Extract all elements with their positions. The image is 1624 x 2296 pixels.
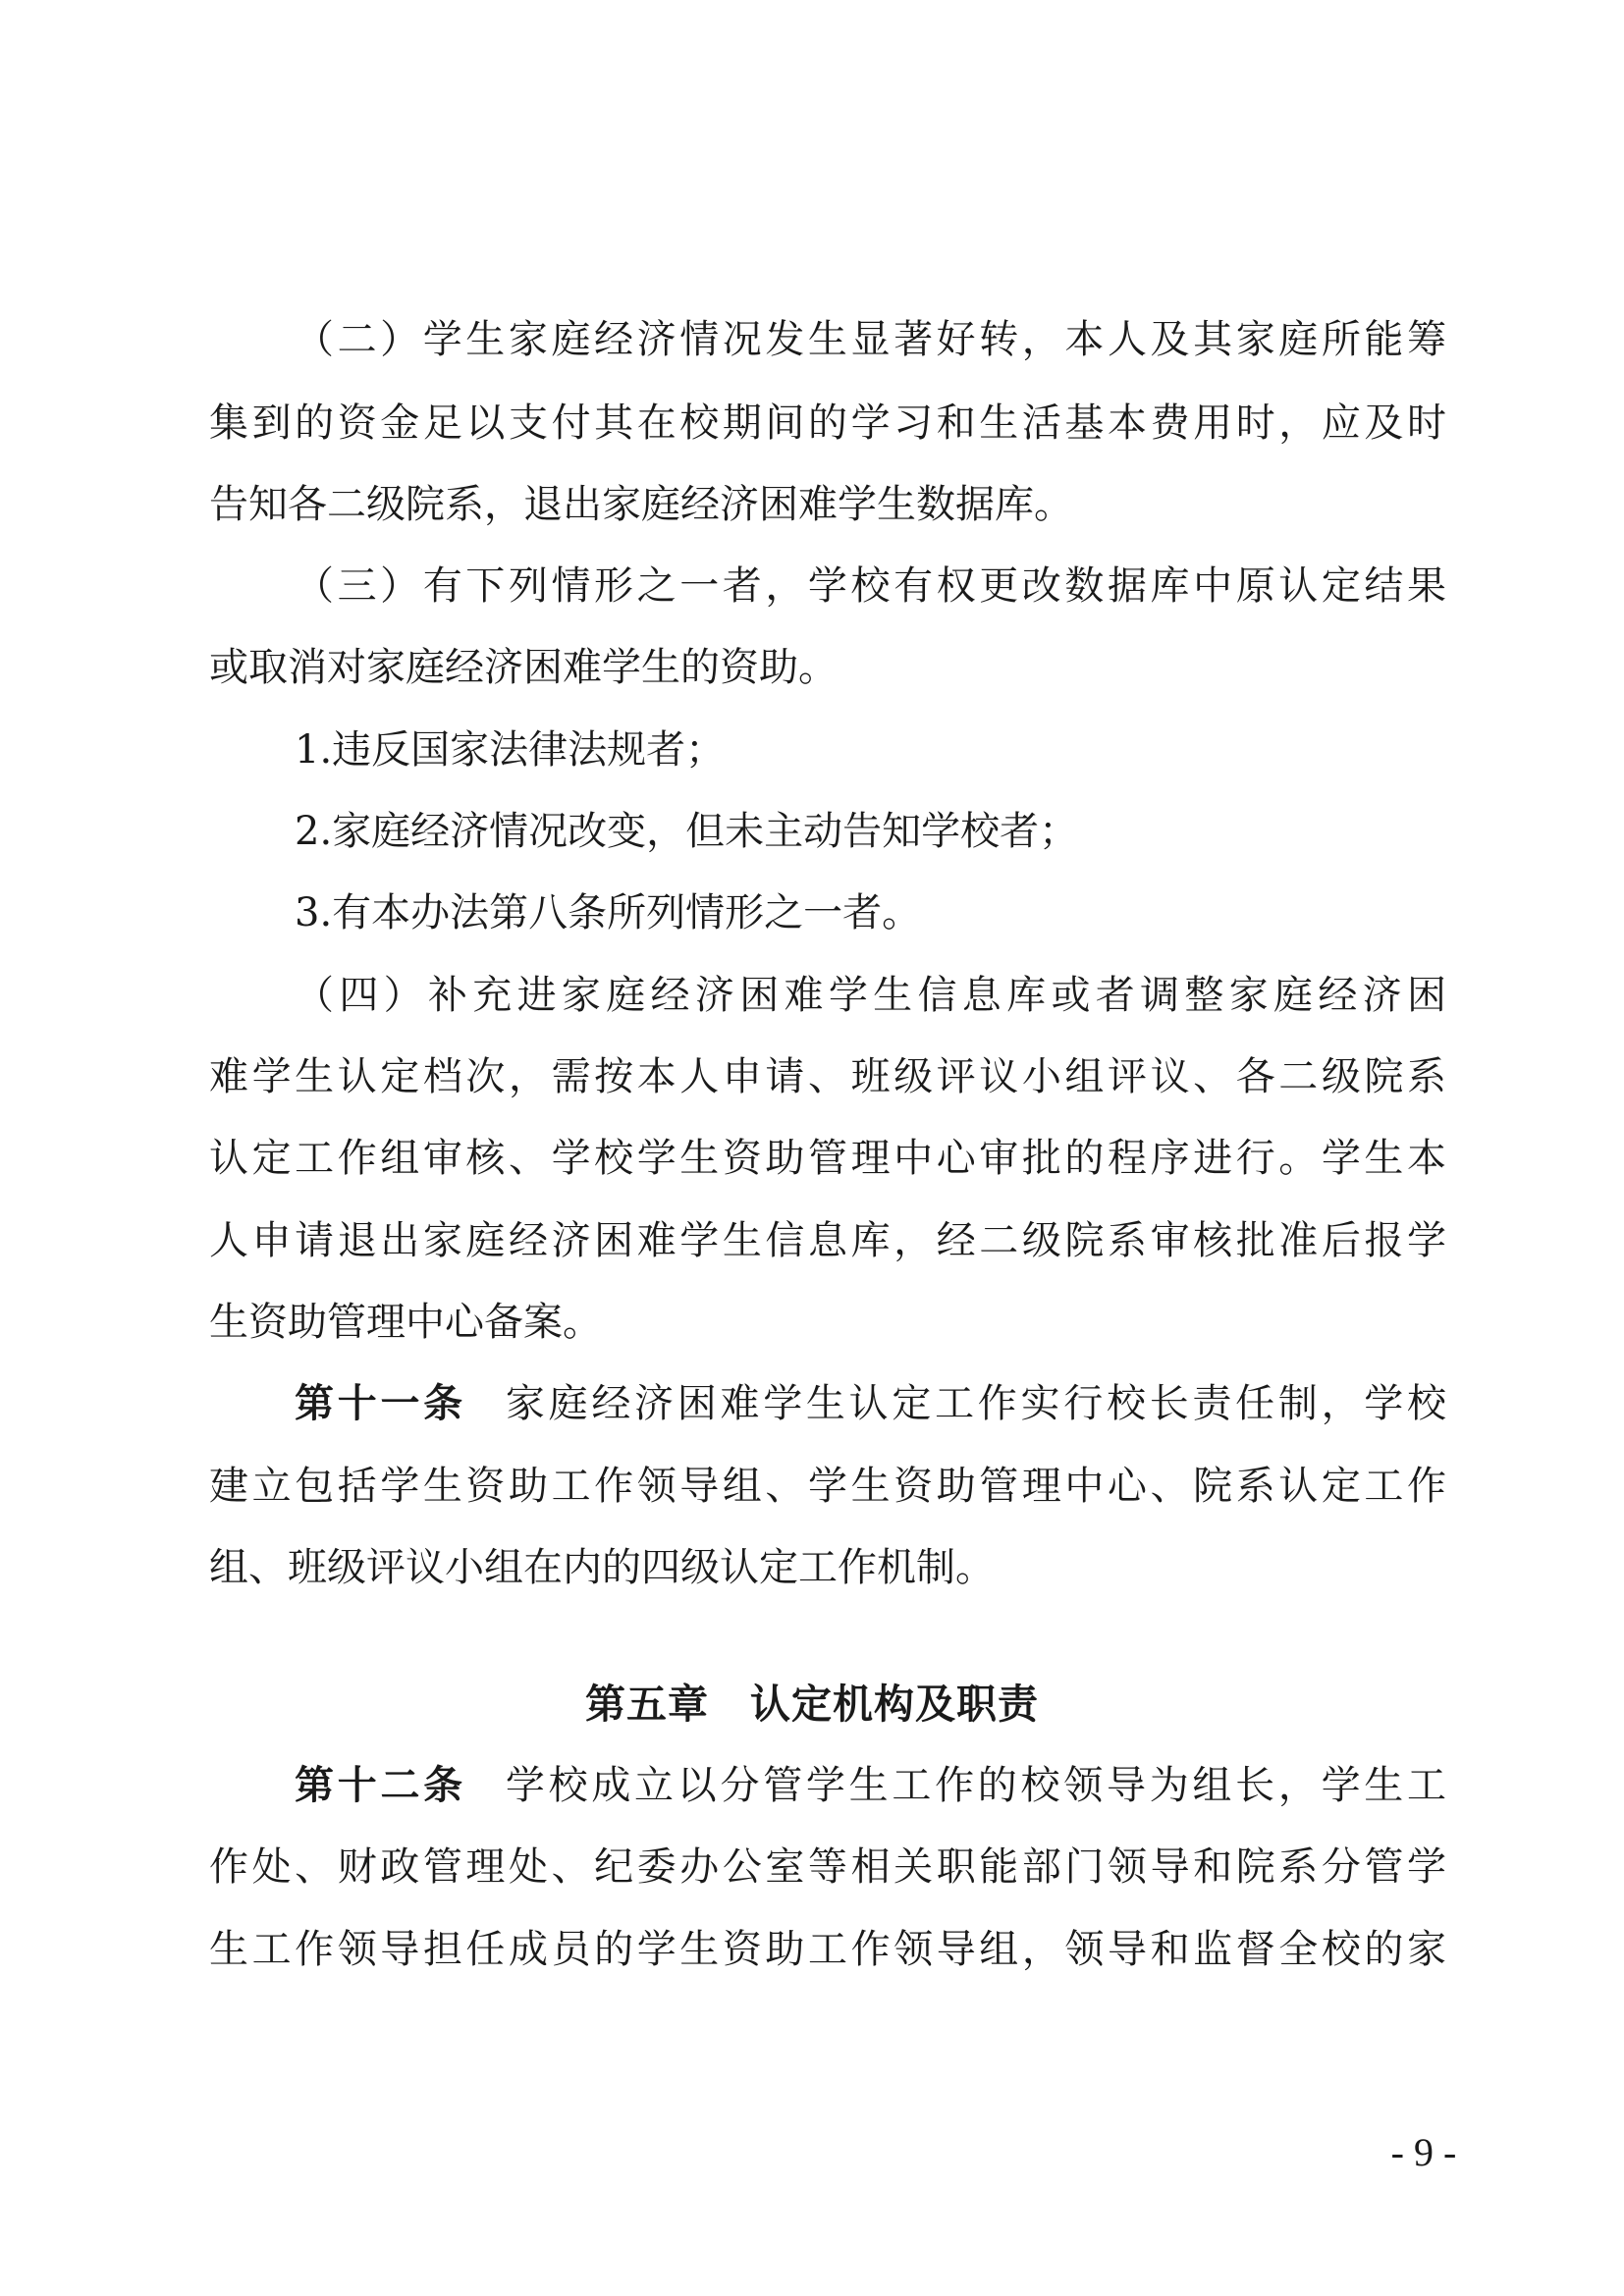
paragraph-4-line-5: 生资助管理中心备案。 xyxy=(209,1300,602,1345)
paragraph-4-line-3: 认定工作组审核、学校学生资助管理中心审批的程序进行。学生本 xyxy=(209,1136,1446,1181)
chapter-title: 第五章 认定机构及职责 xyxy=(585,1681,1039,1728)
paragraph-3-line-1: （三）有下列情形之一者，学校有权更改数据库中原认定结果 xyxy=(295,563,1446,609)
paragraph-2-line-3: 告知各二级院系，退出家庭经济困难学生数据库。 xyxy=(209,482,1073,527)
article-11-line-3: 组、班级评议小组在内的四级认定工作机制。 xyxy=(209,1545,995,1590)
list-item-3: 3.有本办法第八条所列情形之一者。 xyxy=(295,890,922,935)
paragraph-2-line-2: 集到的资金足以支付其在校期间的学习和生活基本费用时，应及时 xyxy=(209,400,1446,446)
list-item-2: 2.家庭经济情况改变，但未主动告知学校者； xyxy=(295,809,1079,854)
paragraph-4-line-4: 人申请退出家庭经济困难学生信息库，经二级院系审核批准后报学 xyxy=(209,1218,1446,1263)
article-12-line-3: 生工作领导担任成员的学生资助工作领导组，领导和监督全校的家 xyxy=(209,1927,1446,1972)
paragraph-4-line-2: 难学生认定档次，需按本人申请、班级评议小组评议、各二级院系 xyxy=(209,1054,1446,1099)
page-number: - 9 - xyxy=(1390,2130,1457,2174)
paragraph-4-line-1: （四）补充进家庭经济困难学生信息库或者调整家庭经济困 xyxy=(295,973,1446,1018)
list-item-1: 1.违反国家法律法规者； xyxy=(295,727,726,773)
article-11-text: 家庭经济困难学生认定工作实行校长责任制，学校 xyxy=(505,1381,1447,1426)
paragraph-2-line-1: （二）学生家庭经济情况发生显著好转，本人及其家庭所能筹 xyxy=(295,317,1446,362)
article-12-line-1 xyxy=(295,1758,1446,1813)
article-11-line-1 xyxy=(295,1376,1446,1431)
article-11-line-2: 建立包括学生资助工作领导组、学生资助管理中心、院系认定工作 xyxy=(209,1464,1446,1509)
paragraph-3-line-2: 或取消对家庭经济困难学生的资助。 xyxy=(209,645,838,690)
article-12-heading: 第十二条 xyxy=(295,1763,466,1808)
article-12-line-2: 作处、财政管理处、纪委办公室等相关职能部门领导和院系分管学 xyxy=(209,1844,1446,1890)
article-12-text: 学校成立以分管学生工作的校领导为组长，学生工 xyxy=(505,1763,1447,1808)
article-11-heading: 第十一条 xyxy=(295,1381,466,1426)
